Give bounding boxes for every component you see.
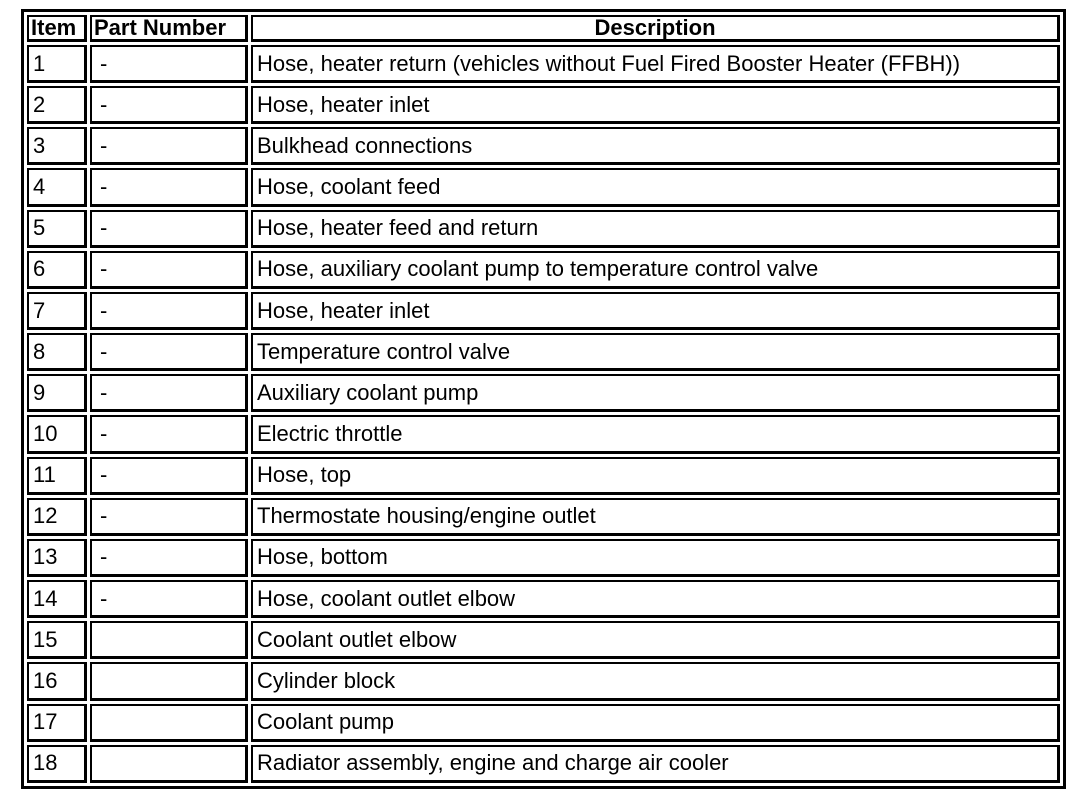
- item-number-cell: 5: [27, 210, 87, 248]
- item-number-cell: 15: [27, 621, 87, 659]
- header-item: Item: [27, 15, 87, 42]
- table-body: [27, 45, 1060, 783]
- item-number-cell: 8: [27, 333, 87, 371]
- part-number-cell: -: [90, 251, 248, 289]
- parts-table: [24, 12, 1063, 786]
- description-cell: Coolant pump: [251, 704, 1060, 742]
- table-row: [27, 333, 1060, 371]
- part-number-cell: -: [90, 374, 248, 412]
- description-cell: Hose, coolant outlet elbow: [251, 580, 1060, 618]
- table-row: [27, 621, 1060, 659]
- item-number-cell: 14: [27, 580, 87, 618]
- description-cell: Hose, heater feed and return: [251, 210, 1060, 248]
- table-row: [27, 498, 1060, 536]
- part-number-cell: -: [90, 457, 248, 495]
- part-number-cell: -: [90, 45, 248, 83]
- description-cell: Hose, top: [251, 457, 1060, 495]
- table-row: [27, 86, 1060, 124]
- description-cell: Radiator assembly, engine and charge air cooler: [251, 745, 1060, 783]
- table-row: [27, 127, 1060, 165]
- header-part-number: Part Number: [90, 15, 248, 42]
- table-row: [27, 457, 1060, 495]
- header-row: [27, 15, 1060, 42]
- item-number-cell: 3: [27, 127, 87, 165]
- item-number-cell: 11: [27, 457, 87, 495]
- item-number-cell: 17: [27, 704, 87, 742]
- part-number-cell: [90, 662, 248, 700]
- description-cell: Hose, bottom: [251, 539, 1060, 577]
- table-row: [27, 539, 1060, 577]
- table-row: [27, 251, 1060, 289]
- description-cell: Hose, auxiliary coolant pump to temperature control valve: [251, 251, 1060, 289]
- item-number-cell: 9: [27, 374, 87, 412]
- table-header: [27, 15, 1060, 42]
- part-number-cell: -: [90, 580, 248, 618]
- part-number-cell: -: [90, 292, 248, 330]
- part-number-cell: [90, 745, 248, 783]
- part-number-cell: -: [90, 539, 248, 577]
- table-row: [27, 210, 1060, 248]
- part-number-cell: [90, 704, 248, 742]
- table-row: [27, 415, 1060, 453]
- description-cell: Hose, heater inlet: [251, 292, 1060, 330]
- table-row: [27, 704, 1060, 742]
- item-number-cell: 1: [27, 45, 87, 83]
- part-number-cell: -: [90, 210, 248, 248]
- item-number-cell: 6: [27, 251, 87, 289]
- description-cell: Auxiliary coolant pump: [251, 374, 1060, 412]
- item-number-cell: 12: [27, 498, 87, 536]
- table-row: [27, 374, 1060, 412]
- table-row: [27, 45, 1060, 83]
- description-cell: Electric throttle: [251, 415, 1060, 453]
- header-description: Description: [251, 15, 1060, 42]
- part-number-cell: [90, 621, 248, 659]
- item-number-cell: 7: [27, 292, 87, 330]
- part-number-cell: -: [90, 86, 248, 124]
- description-cell: Hose, heater return (vehicles without Fuel Fired Booster Heater (FFBH)): [251, 45, 1060, 83]
- description-cell: Cylinder block: [251, 662, 1060, 700]
- description-cell: Coolant outlet elbow: [251, 621, 1060, 659]
- description-cell: Bulkhead connections: [251, 127, 1060, 165]
- part-number-cell: -: [90, 168, 248, 206]
- part-number-cell: -: [90, 333, 248, 371]
- table-row: [27, 580, 1060, 618]
- part-number-cell: -: [90, 415, 248, 453]
- part-number-cell: -: [90, 498, 248, 536]
- item-number-cell: 4: [27, 168, 87, 206]
- part-number-cell: -: [90, 127, 248, 165]
- description-cell: Hose, heater inlet: [251, 86, 1060, 124]
- description-cell: Thermostate housing/engine outlet: [251, 498, 1060, 536]
- item-number-cell: 16: [27, 662, 87, 700]
- table-row: [27, 745, 1060, 783]
- description-cell: Temperature control valve: [251, 333, 1060, 371]
- table-row: [27, 292, 1060, 330]
- table-row: [27, 168, 1060, 206]
- description-cell: Hose, coolant feed: [251, 168, 1060, 206]
- table-row: [27, 662, 1060, 700]
- item-number-cell: 18: [27, 745, 87, 783]
- item-number-cell: 13: [27, 539, 87, 577]
- item-number-cell: 10: [27, 415, 87, 453]
- item-number-cell: 2: [27, 86, 87, 124]
